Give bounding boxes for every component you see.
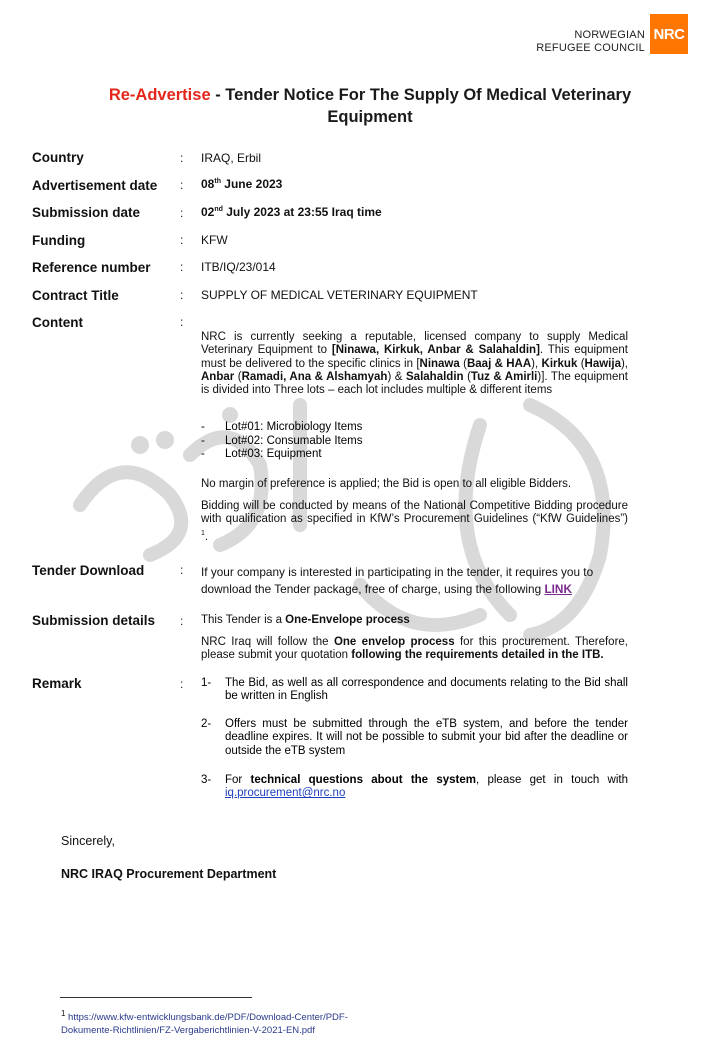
p1-text: ( <box>463 370 471 383</box>
ad-date-sup: th <box>214 178 221 185</box>
country-value: IRAQ, Erbil <box>201 151 262 165</box>
p1-text: ( <box>459 357 467 370</box>
submission-details-line <box>201 614 628 627</box>
remark-colon: : <box>180 677 184 691</box>
nrc-logo <box>650 14 688 54</box>
sub-date-rest: July 2023 at 23:55 Iraq time <box>222 205 382 219</box>
lots-list <box>201 421 362 462</box>
org-name-line2: REFUGEE COUNCIL <box>536 42 645 54</box>
remark-text <box>225 774 628 801</box>
nrc-logo-text: NRC <box>653 25 685 43</box>
procurement-email-link[interactable]: iq.procurement@nrc.no <box>225 787 346 800</box>
funding-colon: : <box>180 233 184 247</box>
title-rest: - Tender Notice For The Supply Of Medical Veterinary <box>210 86 632 104</box>
p1-regions: [Ninawa, Kirkuk, Anbar & Salahaldin] <box>331 344 540 357</box>
tender-package-link[interactable]: LINK <box>544 582 572 596</box>
download-text: If your company is interested in participating in the tender, it requires you to download the Tender package, free of charge, using the following <box>201 565 594 596</box>
footnote-ref: 1 <box>201 529 205 537</box>
footnote-divider <box>60 997 252 998</box>
p1-kirkuk: Kirkuk <box>541 357 578 370</box>
sub-date-sup: nd <box>214 206 223 213</box>
p1-text: ( <box>234 370 242 383</box>
p1-text: NRC is currently seeking a reputable, licensed company to supply Medical Veterinary Equipment to <box>201 331 628 357</box>
ad-date-day: 08 <box>201 177 215 191</box>
remark-item-2 <box>201 718 628 758</box>
submission-requirements: following the requirements detailed in the ITB. <box>351 649 604 662</box>
submission-text: NRC Iraq will follow the <box>201 636 334 648</box>
title-highlight: Re-Advertise <box>108 86 211 104</box>
remark-label: Remark <box>32 676 82 691</box>
p1-kirkuk-clinics: Hawija <box>584 357 621 370</box>
submission-date-label: Submission date <box>32 205 141 220</box>
remark-text: Offers must be submitted through the eTB system, and before the tender deadline expires. It will not be possible to submit your bid after the deadline or outside the eTB system <box>225 718 628 757</box>
footnote-url-line2[interactable]: Dokumente-Richtlinien/FZ-Vergaberichtlinien-V-2021-EN.pdf <box>61 1025 315 1037</box>
submission-text: This Tender is a <box>201 614 286 626</box>
list-dash: - <box>201 448 205 460</box>
funding-label: Funding <box>32 233 86 248</box>
country-colon: : <box>180 151 184 165</box>
footnote <box>61 1007 348 1037</box>
ad-date-label: Advertisement date <box>32 178 158 193</box>
remark-text: The Bid, as well as all correspondence and documents relating to the Bid shall be written in English <box>225 677 628 703</box>
p1-text: . This equipment must be delivered to the specific clinics in [ <box>201 344 629 370</box>
submission-text: for this procurement. Therefore, please submit your quotation <box>201 636 628 662</box>
p3-end: . <box>204 530 209 543</box>
p3-text: Bidding will be conducted by means of the National Competitive Bidding procedure with qualification as specified in KfW’s Procurement Guidelines (“KfW Guidelines”) <box>201 500 628 526</box>
footnote-url-line1[interactable]: https://www.kfw-entwicklungsbank.de/PDF/Download-Center/PDF- <box>65 1012 348 1024</box>
submission-details-paragraph <box>201 636 628 663</box>
content-paragraph-3 <box>201 500 628 544</box>
tender-download-label: Tender Download <box>32 563 145 578</box>
content-paragraph-2: No margin of preference is applied; the Bid is open to all eligible Bidders. <box>201 478 572 490</box>
list-item <box>201 435 362 449</box>
sub-date-day: 02 <box>201 205 215 219</box>
p1-anbar-clinics: Ramadi, Ana & Alshamyah <box>241 370 388 383</box>
remark-item-3 <box>201 774 628 801</box>
list-item <box>201 421 362 435</box>
funding-value: KFW <box>201 233 228 247</box>
p1-text: ), <box>620 357 628 370</box>
contract-title-label: Contract Title <box>32 288 119 303</box>
country-label: Country <box>32 150 84 165</box>
footnote-number: 1 <box>61 1009 66 1018</box>
submission-envelop: One envelop process <box>333 636 455 648</box>
remark-text-part: For <box>225 774 251 786</box>
remark-text-bold: technical questions about the system <box>250 774 476 786</box>
reference-colon: : <box>180 260 184 274</box>
page-title <box>60 84 680 128</box>
contract-title-value: SUPPLY OF MEDICAL VETERINARY EQUIPMENT <box>201 288 478 302</box>
remark-text-part: , please get in touch with <box>476 774 628 786</box>
remark-item-1 <box>201 677 628 704</box>
content-label: Content <box>32 315 83 330</box>
contract-title-colon: : <box>180 288 184 302</box>
lot-1: Lot#01: Microbiology Items <box>225 421 363 433</box>
list-dash: - <box>201 421 205 433</box>
tender-download-colon: : <box>180 563 184 577</box>
title-line2: Equipment <box>327 108 413 126</box>
content-paragraph-1 <box>201 331 628 397</box>
submission-date-value <box>201 205 382 219</box>
ad-date-value <box>201 177 282 191</box>
submission-details-colon: : <box>180 614 184 628</box>
list-dash: - <box>201 434 205 447</box>
p1-text: ), <box>531 357 542 370</box>
tender-download-text <box>201 564 621 598</box>
p1-text: ( <box>577 357 585 370</box>
list-item <box>201 448 362 462</box>
p1-salahaldin: Salahaldin <box>406 370 464 383</box>
remark-number: 3- <box>201 774 212 786</box>
p1-salahaldin-clinics: Tuz & Amirli <box>470 370 538 383</box>
reference-value: ITB/IQ/23/014 <box>201 260 276 274</box>
submission-details-label: Submission details <box>32 613 156 628</box>
p1-ninawa: Ninawa <box>419 357 460 370</box>
ad-date-rest: June 2023 <box>220 177 283 191</box>
content-colon: : <box>180 315 184 329</box>
p1-ninawa-clinics: Baaj & HAA <box>466 357 532 370</box>
lot-3: Lot#03: Equipment <box>225 448 322 460</box>
reference-label: Reference number <box>32 260 151 275</box>
p1-text: )]. The equipment is divided into Three lots – each lot includes multiple & different items <box>201 370 628 397</box>
ad-date-colon: : <box>180 178 184 192</box>
submission-date-colon: : <box>180 206 184 220</box>
lot-2: Lot#02: Consumable Items <box>225 434 363 447</box>
remark-number: 2- <box>201 718 212 730</box>
closing-department: NRC IRAQ Procurement Department <box>61 867 277 881</box>
org-name <box>536 29 645 55</box>
closing-sincerely: Sincerely, <box>61 834 115 848</box>
p1-text: ) & <box>387 370 407 383</box>
remark-number: 1- <box>201 677 212 689</box>
submission-process: One-Envelope process <box>285 614 410 626</box>
org-name-line1: NORWEGIAN <box>574 29 645 41</box>
p1-anbar: Anbar <box>201 370 235 383</box>
